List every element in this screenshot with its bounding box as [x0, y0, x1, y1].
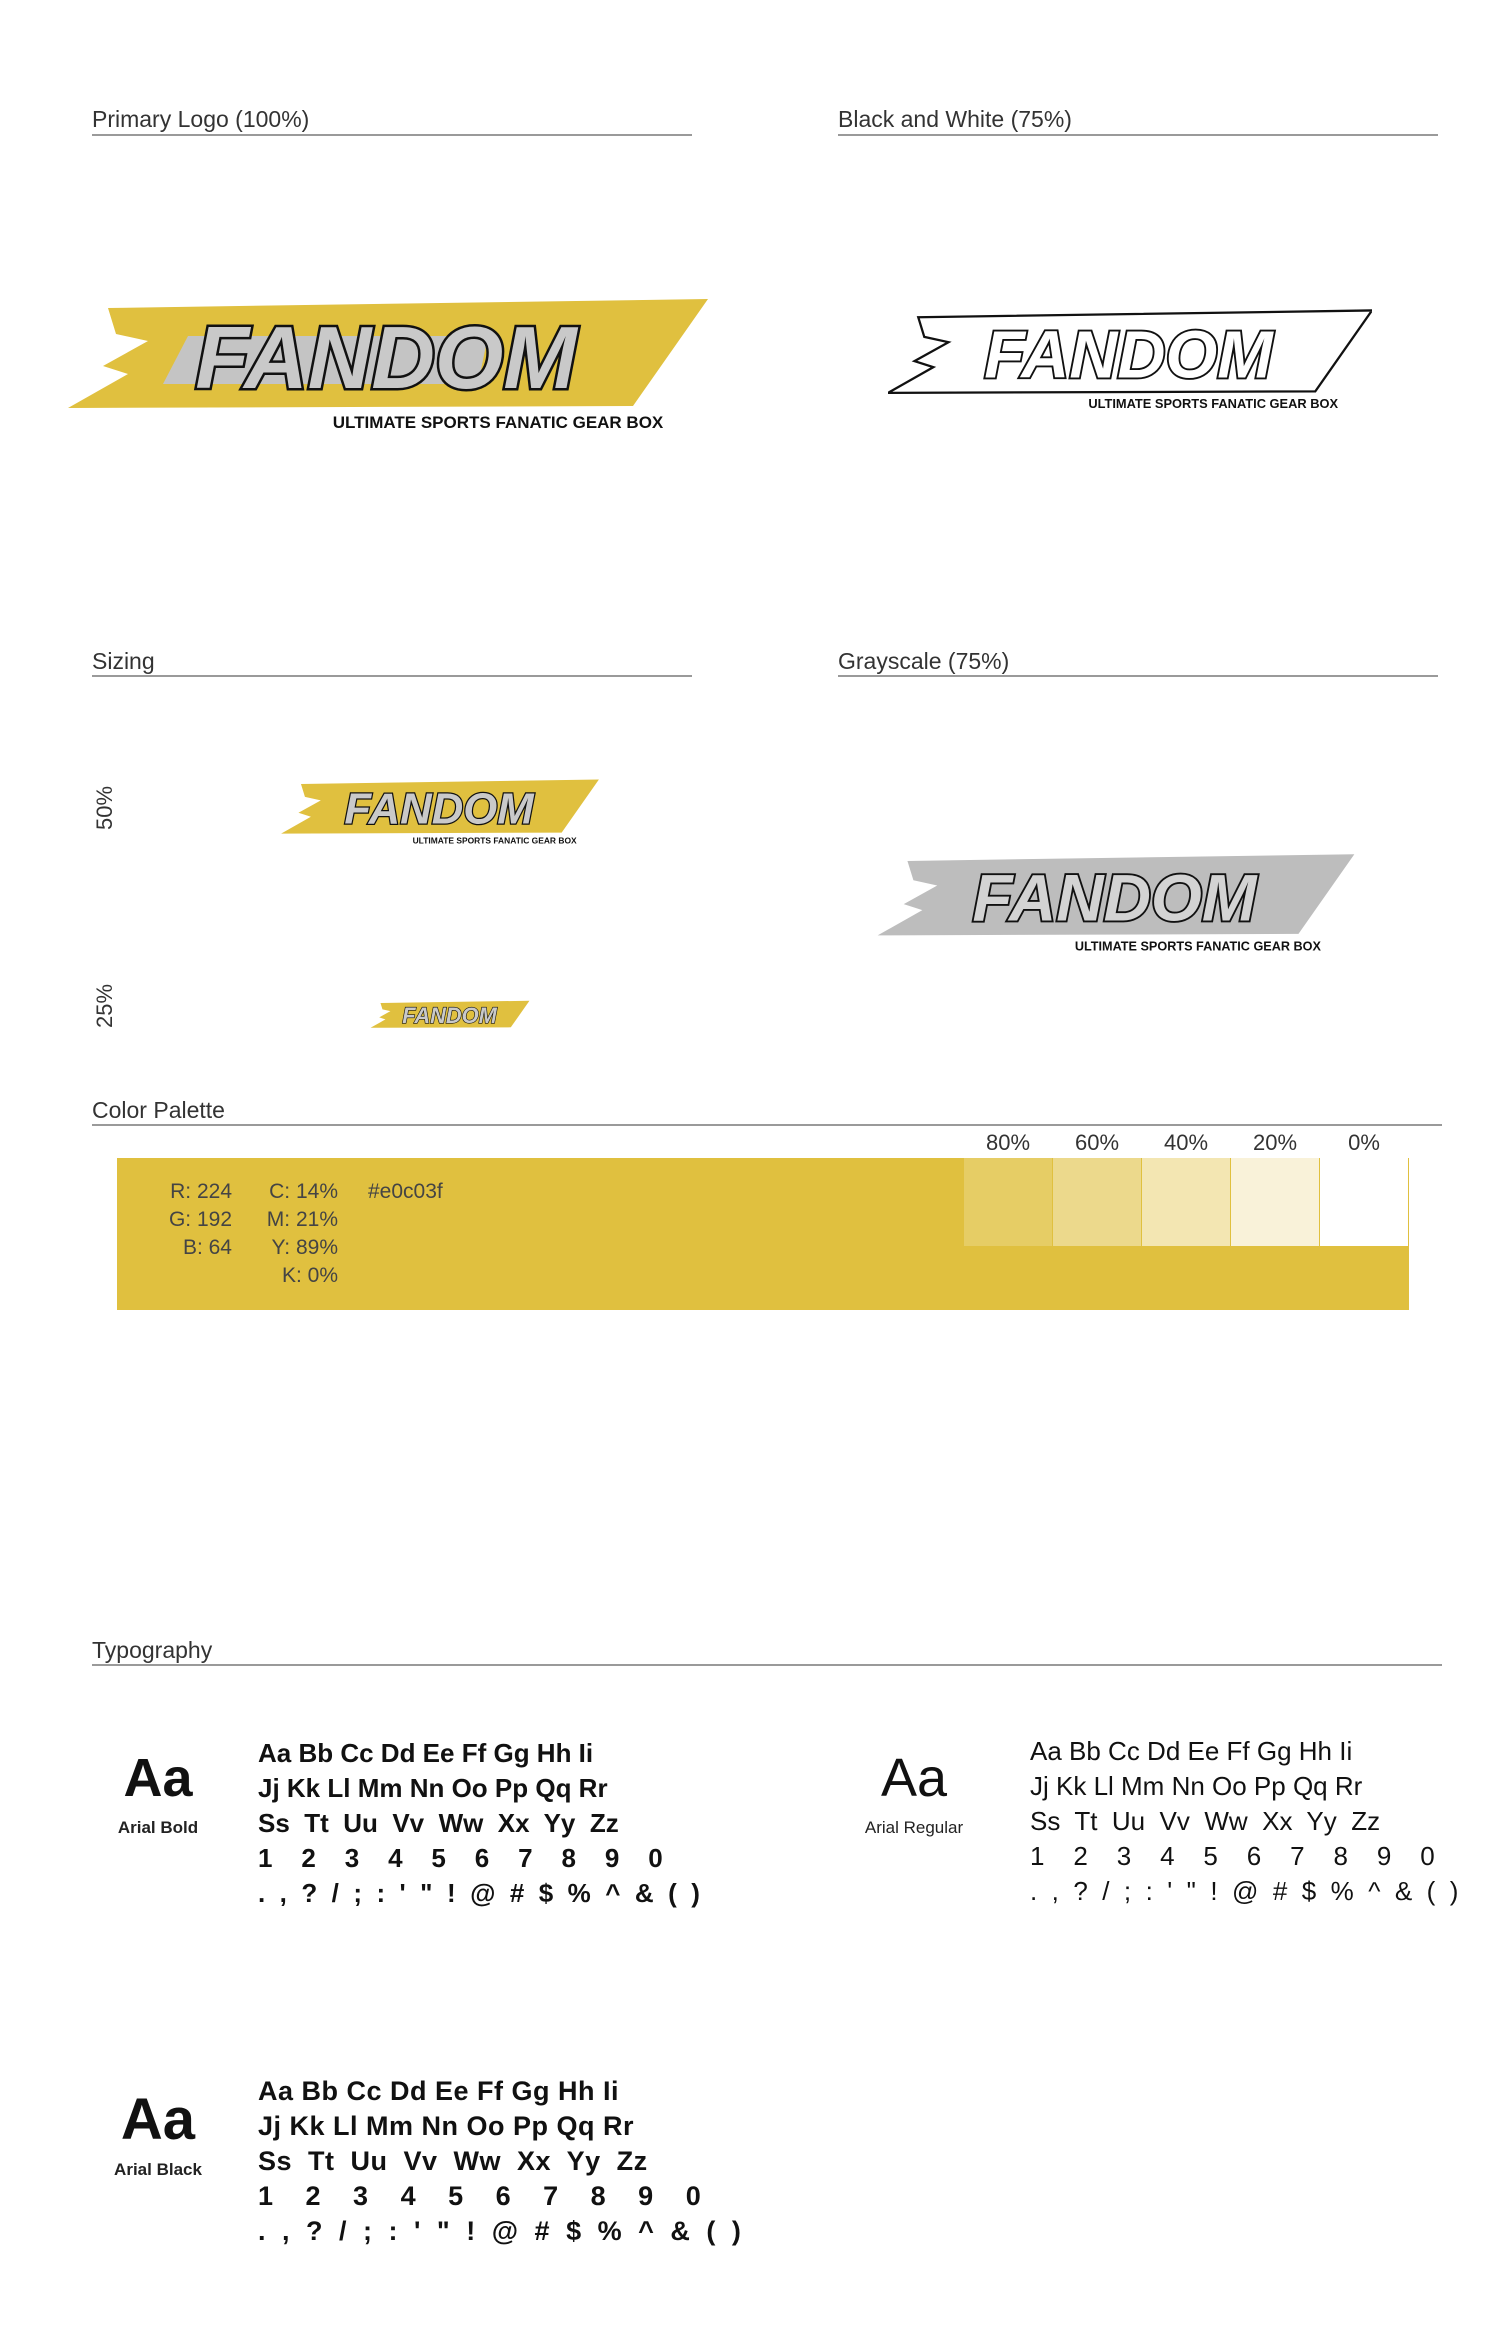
divider: [838, 675, 1438, 677]
glyph-line: . , ? / ; : ' " ! @ # $ % ^ & ( ): [1030, 1876, 1459, 1906]
glyph-set-black: [258, 2074, 741, 2249]
tint-swatch-60: [1053, 1158, 1141, 1246]
logo-tagline: ULTIMATE SPORTS FANATIC GEAR BOX: [1074, 939, 1321, 954]
fandom-logo-color: [68, 296, 708, 441]
glyph-set-bold: [258, 1736, 700, 1911]
glyph-line: Ss Tt Uu Vv Ww Xx Yy Zz: [258, 2146, 648, 2176]
glyph-line: 1 2 3 4 5 6 7 8 9 0: [258, 2181, 702, 2211]
black-white-logo: [888, 308, 1372, 418]
typeface-regular-sample: [844, 1748, 984, 1838]
fandom-logo-gray: [876, 852, 1356, 960]
logo-tagline: ULTIMATE SPORTS FANATIC GEAR BOX: [412, 835, 577, 846]
logo-wordmark: FANDOM: [344, 784, 534, 834]
logo-wordmark: FANDOM: [195, 308, 577, 407]
divider: [92, 1664, 1442, 1666]
section-title-typography: Typography: [92, 1637, 213, 1663]
sizing-label-50: 50%: [92, 785, 117, 830]
font-name-regular: Arial Regular: [864, 1818, 964, 1837]
logo-tagline: ULTIMATE SPORTS FANATIC GEAR BOX: [332, 413, 664, 432]
section-title-primary-logo: Primary Logo (100%): [92, 106, 310, 132]
cmyk-values: [258, 1178, 338, 1290]
glyph-line: . , ? / ; : ' " ! @ # $ % ^ & ( ): [258, 2216, 742, 2246]
tint-label-80: 80%: [985, 1130, 1031, 1155]
cmyk-c: C: 14%: [269, 1180, 338, 1203]
font-name-bold: Arial Bold: [117, 1818, 199, 1837]
rgb-g: G: 192: [168, 1208, 232, 1231]
glyph-line: Jj Kk Ll Mm Nn Oo Pp Qq Rr: [258, 2111, 635, 2141]
glyph-line: Ss Tt Uu Vv Ww Xx Yy Zz: [258, 1808, 619, 1838]
rgb-b: B: 64: [182, 1236, 232, 1259]
cmyk-k: K: 0%: [281, 1264, 338, 1287]
glyph-line: Ss Tt Uu Vv Ww Xx Yy Zz: [1030, 1806, 1381, 1836]
grayscale-logo: [876, 852, 1356, 960]
logo-wordmark: FANDOM: [402, 1002, 497, 1028]
section-title-black-white: Black and White (75%): [838, 106, 1072, 132]
cmyk-m: M: 21%: [266, 1208, 338, 1231]
typeface-black-sample: [88, 2087, 228, 2180]
tint-swatch-40: [1142, 1158, 1230, 1246]
tint-swatch-80: [964, 1158, 1052, 1246]
sizing-label-25: 25%: [92, 983, 117, 1028]
tint-label-40: 40%: [1163, 1130, 1209, 1155]
section-title-sizing: Sizing: [92, 648, 155, 674]
tint-label-60: 60%: [1074, 1130, 1120, 1155]
tint-swatch-0: [1320, 1158, 1408, 1246]
aa-sample: Aa: [123, 1748, 193, 1808]
tint-swatch-20: [1231, 1158, 1319, 1246]
divider: [92, 134, 692, 136]
section-title-color-palette: Color Palette: [92, 1097, 225, 1123]
fandom-logo-50: [280, 778, 600, 850]
divider: [92, 1124, 1442, 1126]
section-title-grayscale: Grayscale (75%): [838, 648, 1010, 674]
tint-label-20: 20%: [1252, 1130, 1298, 1155]
primary-logo: [68, 296, 708, 441]
glyph-line: Jj Kk Ll Mm Nn Oo Pp Qq Rr: [1030, 1771, 1363, 1801]
divider: [92, 675, 692, 677]
hex-value: #e0c03f: [368, 1180, 443, 1203]
logo-tagline: ULTIMATE SPORTS FANATIC GEAR BOX: [1088, 395, 1339, 411]
glyph-line: Aa Bb Cc Dd Ee Ff Gg Hh Ii: [258, 2076, 620, 2106]
glyph-line: . , ? / ; : ' " ! @ # $ % ^ & ( ): [258, 1878, 700, 1908]
sizing-logo-25: [370, 1000, 530, 1036]
fandom-logo-bw: [888, 308, 1372, 418]
rgb-values: [150, 1178, 232, 1262]
sizing-logo-50: [280, 778, 600, 850]
typeface-bold-sample: [88, 1748, 228, 1838]
tint-label-0: 0%: [1348, 1130, 1380, 1155]
divider: [838, 134, 1438, 136]
glyph-line: 1 2 3 4 5 6 7 8 9 0: [258, 1843, 663, 1873]
glyph-set-regular: [1030, 1734, 1458, 1909]
fandom-logo-25: [370, 1000, 530, 1036]
glyph-line: 1 2 3 4 5 6 7 8 9 0: [1030, 1841, 1435, 1871]
glyph-line: Aa Bb Cc Dd Ee Ff Gg Hh Ii: [258, 1738, 594, 1768]
logo-wordmark: FANDOM: [984, 318, 1273, 393]
logo-wordmark: FANDOM: [972, 861, 1257, 935]
aa-sample: Aa: [880, 1748, 948, 1808]
rgb-r: R: 224: [170, 1180, 232, 1203]
font-name-black: Arial Black: [114, 2160, 202, 2179]
aa-sample: Aa: [120, 2087, 196, 2152]
glyph-line: Aa Bb Cc Dd Ee Ff Gg Hh Ii: [1030, 1736, 1353, 1766]
cmyk-y: Y: 89%: [271, 1236, 338, 1259]
glyph-line: Jj Kk Ll Mm Nn Oo Pp Qq Rr: [258, 1773, 608, 1803]
